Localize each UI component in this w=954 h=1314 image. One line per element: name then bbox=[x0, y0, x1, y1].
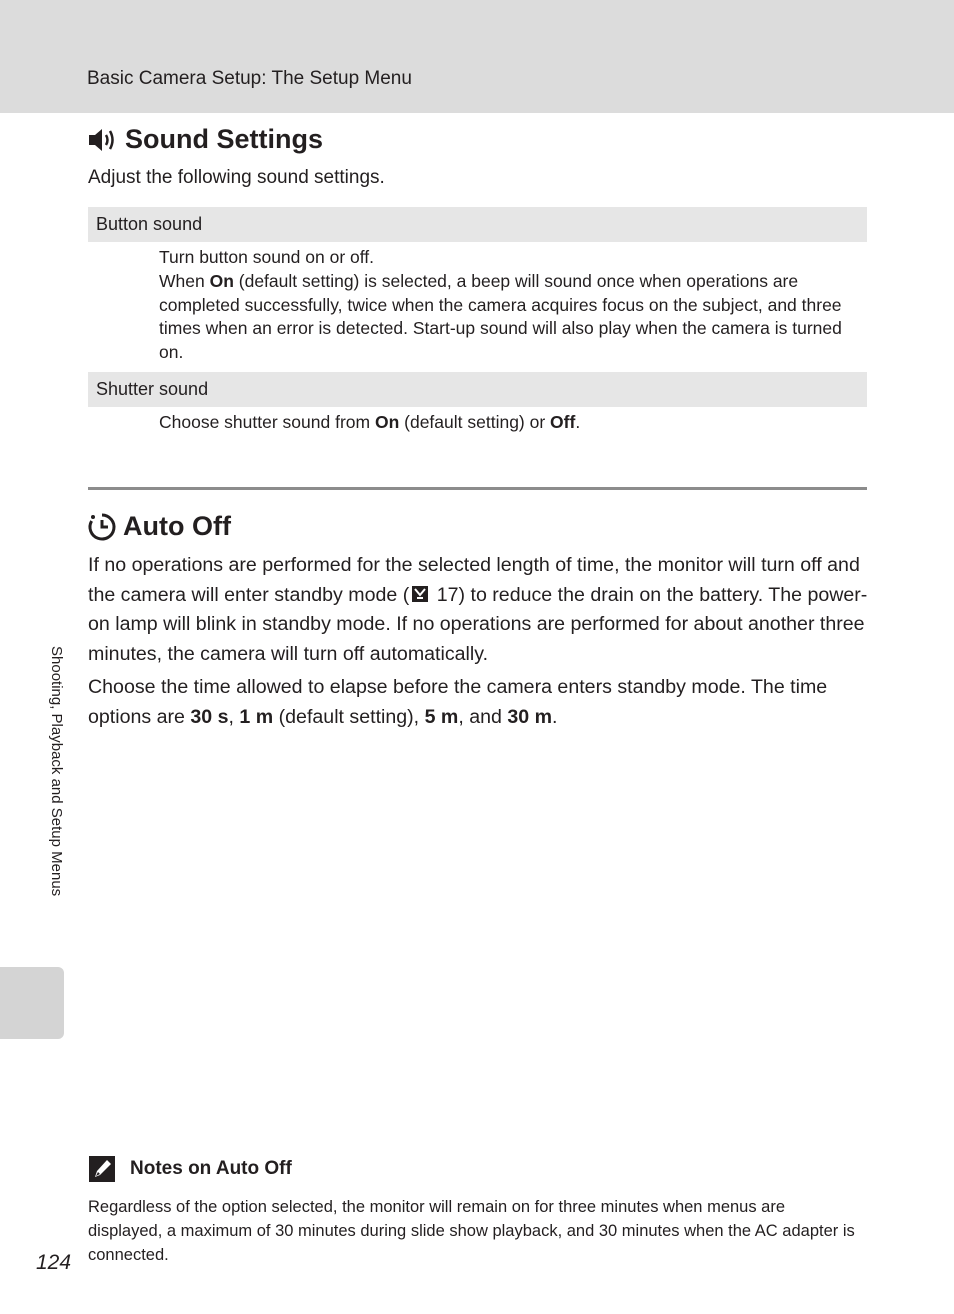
sound-settings-heading bbox=[87, 124, 323, 155]
notes-body: Regardless of the option selected, the monitor will remain on for three minutes when menus are displayed, a maximum of 30 minutes during slide show playback, and 30 minutes when the AC adapter is connected. bbox=[88, 1198, 855, 1264]
page-reference-icon bbox=[411, 585, 429, 603]
button-sound-line2: When On (default setting) is selected, a beep will sound once when operations are completed successfully, twice when the camera acquires focus on the subject, and three times when an error is detected. Start-up sound will also play when the camera is turned on. bbox=[159, 270, 842, 363]
button-sound-description bbox=[159, 246, 859, 365]
section-breadcrumb: Basic Camera Setup: The Setup Menu bbox=[87, 68, 412, 89]
auto-off-paragraph-1: If no operations are performed for the selected length of time, the monitor will turn off and the camera will enter standby mode ( 17) to reduce the drain on the battery. The power-on lamp will blink in standby mode. If no operations are performed for about another three minutes, the camera will turn off automatically. bbox=[88, 554, 868, 665]
auto-off-heading bbox=[87, 511, 231, 542]
chapter-tab bbox=[0, 967, 64, 1039]
auto-off-paragraph-2: Choose the time allowed to elapse before the camera enters standby mode. The time options are 30 s, 1 m (default setting), 5 m, and 30 m. bbox=[88, 676, 828, 728]
page-number: 124 bbox=[36, 1251, 72, 1274]
button-sound-label: Button sound bbox=[88, 207, 867, 242]
pencil-note-icon bbox=[88, 1155, 116, 1183]
sound-settings-intro: Adjust the following sound settings. bbox=[88, 167, 385, 188]
timer-icon bbox=[87, 512, 117, 542]
notes-title: Notes on Auto Off bbox=[130, 1158, 292, 1179]
chapter-side-label: Shooting, Playback and Setup Menus bbox=[48, 646, 65, 897]
page-header-band bbox=[0, 0, 954, 113]
off-option: Off bbox=[550, 412, 576, 432]
auto-off-body bbox=[88, 551, 878, 733]
shutter-sound-description: Choose shutter sound from On (default setting) or Off. bbox=[159, 412, 581, 432]
shutter-sound-label: Shutter sound bbox=[88, 372, 867, 407]
on-option: On bbox=[374, 412, 400, 432]
on-option: On bbox=[209, 270, 234, 291]
speaker-icon bbox=[87, 126, 119, 154]
sound-settings-title: Sound Settings bbox=[125, 124, 323, 154]
notes-heading bbox=[88, 1155, 292, 1183]
section-divider bbox=[88, 487, 867, 490]
button-sound-line1: Turn button sound on or off. bbox=[159, 247, 375, 267]
auto-off-title: Auto Off bbox=[123, 511, 231, 541]
